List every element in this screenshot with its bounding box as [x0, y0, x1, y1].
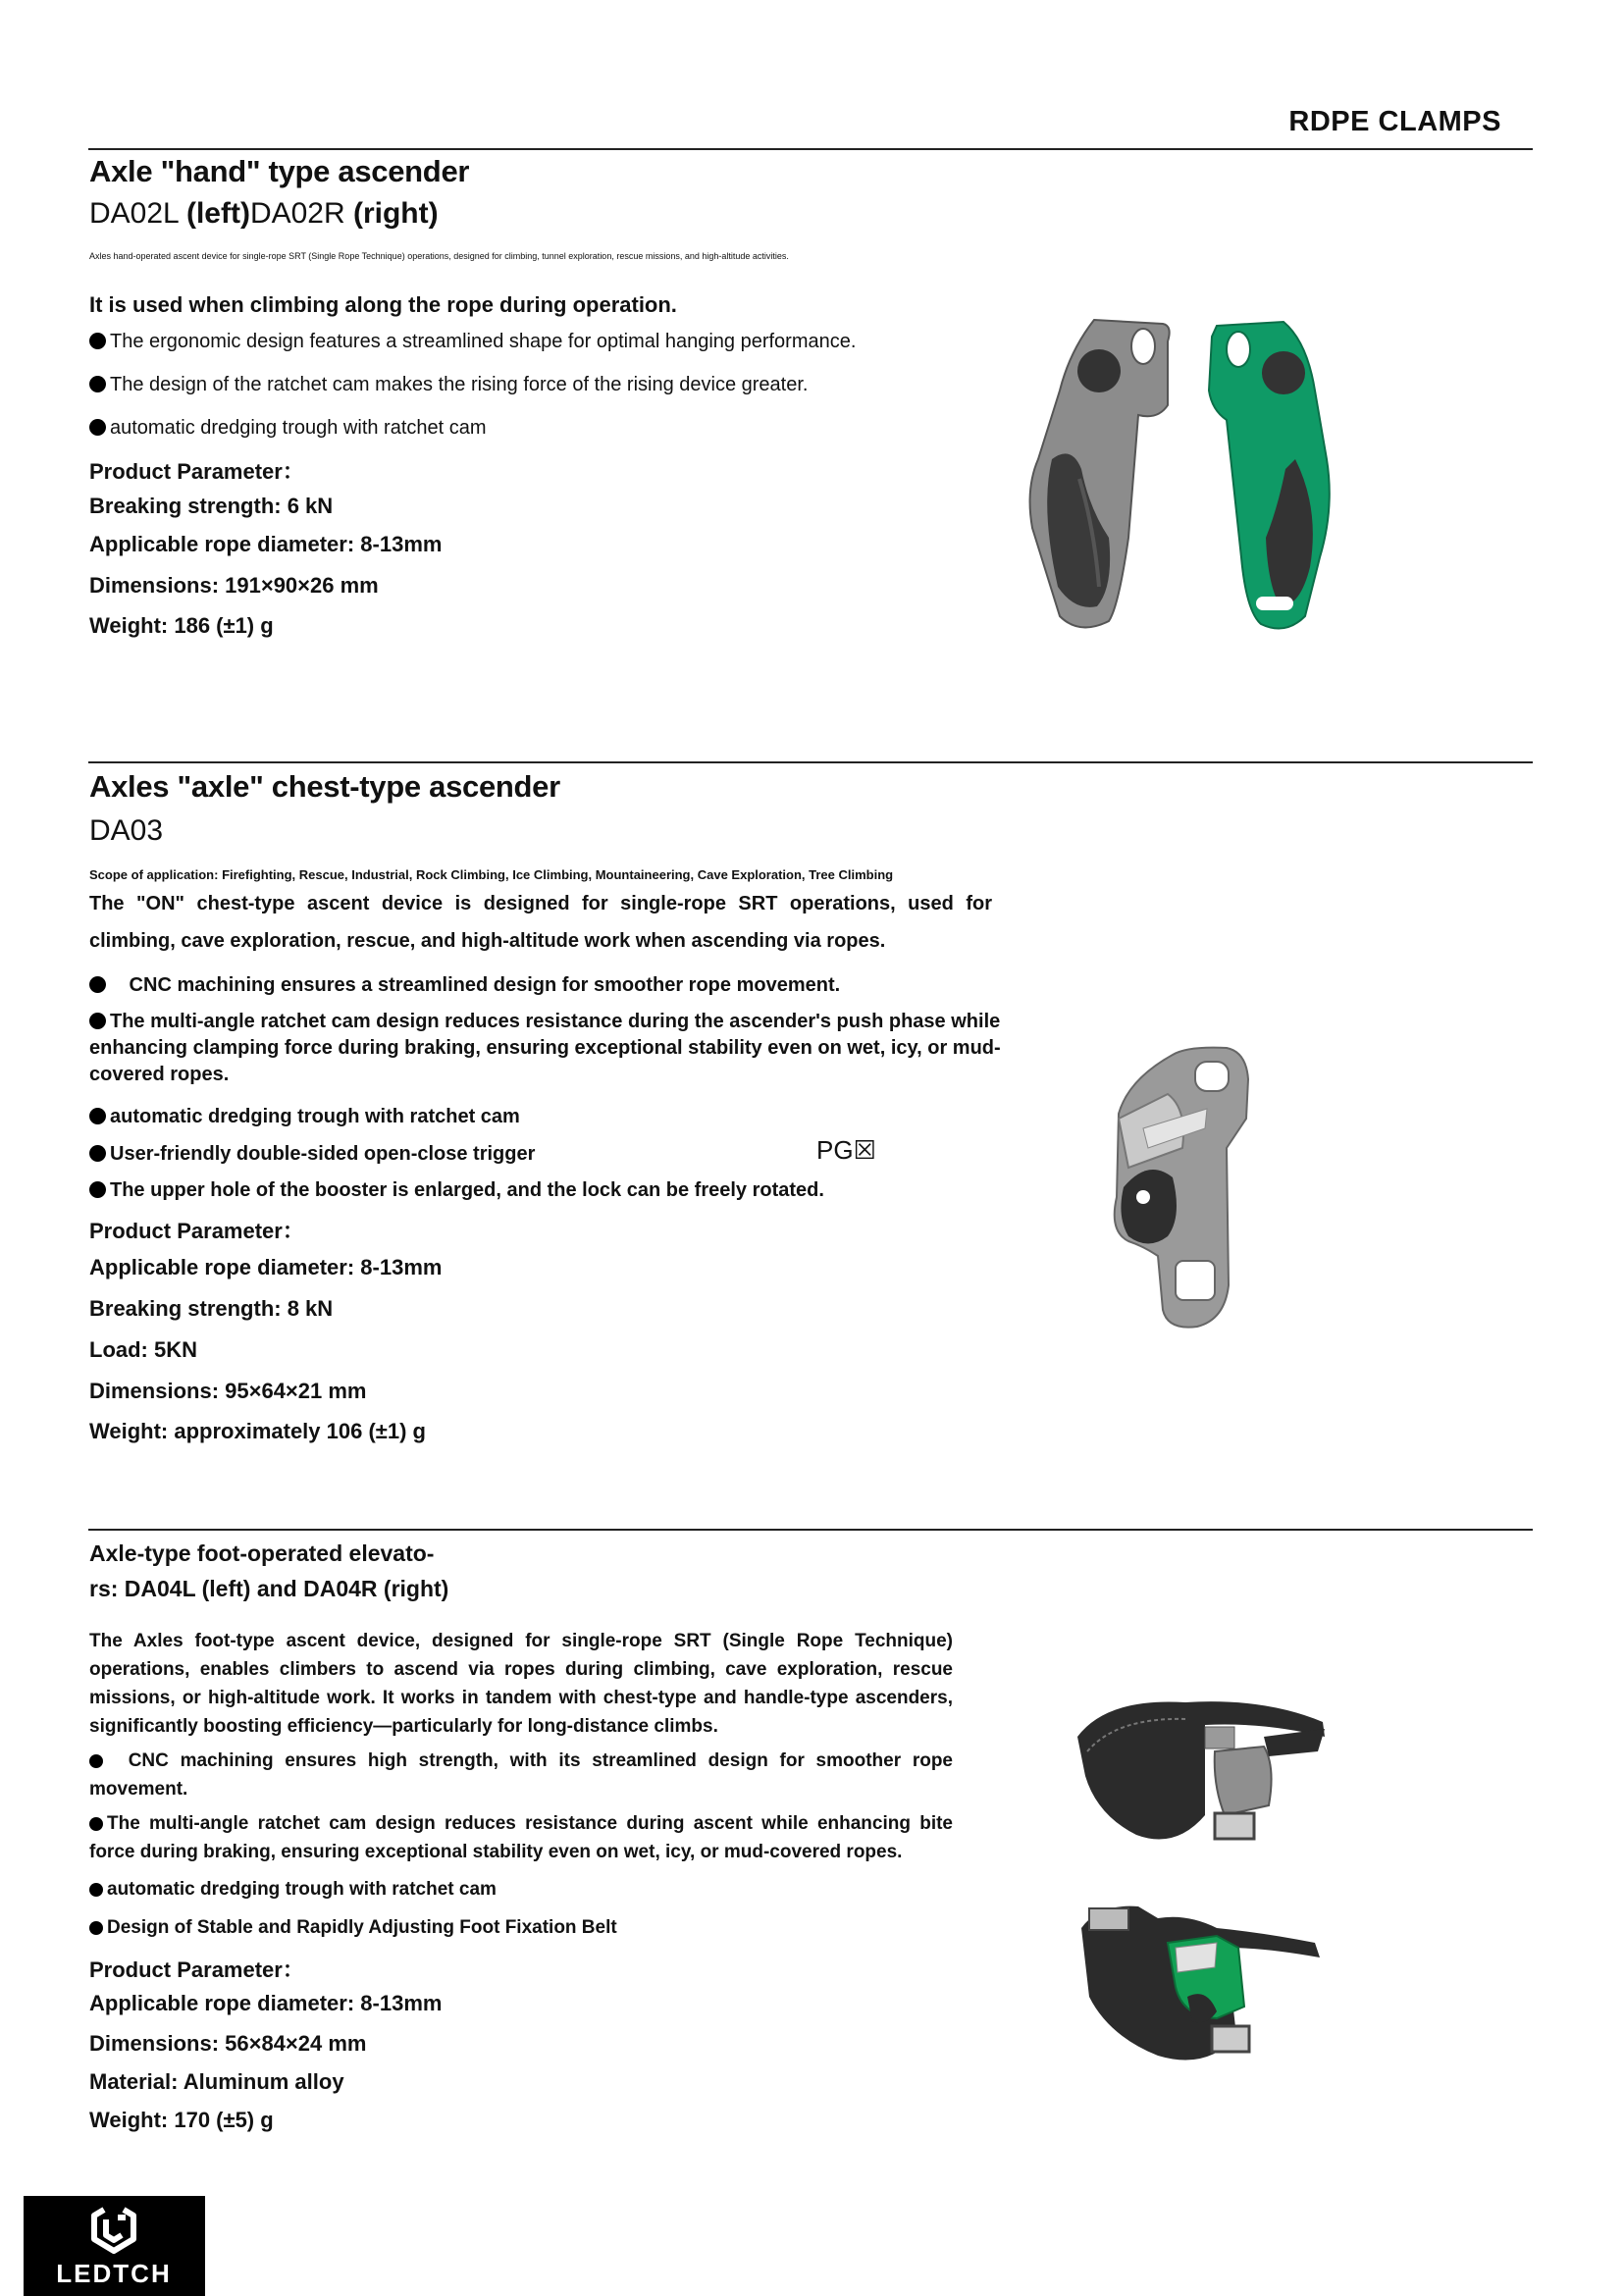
bullet-text: automatic dredging trough with ratchet cam [110, 417, 487, 439]
ledtch-logo-icon [24, 2196, 205, 2296]
bullet-text: User-friendly double-sided open-close trigger [110, 1143, 536, 1165]
header-rule [88, 148, 1533, 150]
product1-fine-print: Axles hand-operated ascent device for single-rope SRT (Single Rope Technique) operations, designed for climbing, tunnel exploration, rescue missions, and high-altitude activities. [89, 251, 789, 261]
chest-ascender-icon [1115, 1048, 1248, 1328]
chest-ascender-image [1089, 1040, 1315, 1334]
product1-param: Weight: 186 (±1) g [89, 613, 274, 638]
product1-lead: It is used when climbing along the rope during operation. [89, 292, 677, 317]
svg-text:LEDTCH: LEDTCH [56, 2259, 172, 2288]
bullet-text: The upper hole of the booster is enlarged, and the lock can be freely rotated. [110, 1179, 824, 1201]
product2-param: Load: 5KN [89, 1337, 197, 1362]
model-right-code: DA02R [249, 197, 353, 230]
section-rule [88, 761, 1533, 763]
bullet-text: CNC machining ensures a streamlined design for smoother rope movement. [124, 974, 841, 996]
left-ascender-icon [1030, 320, 1170, 627]
product3-bullet [89, 1809, 953, 1866]
bullet-icon [89, 1921, 103, 1935]
right-ascender-icon [1209, 322, 1330, 629]
product2-param-heading: Product Parameter： [89, 1219, 304, 1243]
section-rule [88, 1529, 1533, 1531]
model-left-code: DA02L [89, 197, 186, 230]
product3-title-line2: rs: DA04L (left) and DA04R (right) [89, 1576, 449, 1601]
product3-bullet [89, 1747, 953, 1803]
bullet-icon [89, 1145, 106, 1162]
foot-ascender-grey-image [1068, 1678, 1333, 1854]
product2-param: Breaking strength: 8 kN [89, 1296, 334, 1321]
product1-bullet [89, 414, 487, 442]
bullet-icon [89, 419, 106, 436]
product3-bullet [89, 1913, 617, 1942]
bullet-icon [89, 1013, 106, 1029]
bullet-text: CNC machining ensures high strength, with its streamlined design for smoother rope movement. [89, 1750, 953, 1800]
bullet-text: The multi-angle ratchet cam design reduces resistance during ascent while enhancing bite force during braking, ensuring exceptional stability even on wet, icy, or mud-covered ropes. [89, 1813, 953, 1862]
product3-intro: The Axles foot-type ascent device, designed for single-rope SRT (Single Rope Technique) operations, enables climbers to ascend via ropes during climbing, cave exploration, rescue missions, or high-altitude work. It works in tandem with chest-type and handle-type ascenders, significantly boosting efficiency—particularly for long-distance climbs. [89, 1631, 953, 1737]
product2-param: Applicable rope diameter: 8-13mm [89, 1255, 443, 1279]
bullet-icon [89, 1754, 103, 1768]
bullet-text: automatic dredging trough with ratchet cam [110, 1106, 520, 1127]
product3-param: Material: Aluminum alloy [89, 2069, 344, 2094]
model-left-label: (left) [185, 197, 250, 230]
bullet-icon [89, 1108, 106, 1124]
foot-ascender-green-icon [1081, 1906, 1320, 2061]
product3-title-line1: Axle-type foot-operated elevato- [89, 1540, 435, 1566]
section-title: RDPE CLAMPS [1288, 106, 1501, 137]
product3-param-heading: Product Parameter： [89, 1957, 304, 1982]
product2-title: Axles "axle" chest-type ascender [89, 769, 560, 804]
product2-bullet [89, 1009, 1002, 1088]
bullet-icon [89, 1817, 103, 1831]
product1-bullet [89, 328, 856, 355]
bullet-text: Design of Stable and Rapidly Adjusting Foot Fixation Belt [107, 1917, 617, 1938]
product3-bullet [89, 1875, 497, 1904]
product1-model [89, 197, 439, 231]
product1-param: Applicable rope diameter: 8-13mm [89, 532, 443, 556]
product3-param: Applicable rope diameter: 8-13mm [89, 1991, 443, 2015]
bullet-icon [89, 1181, 106, 1198]
hand-ascender-image [1021, 312, 1335, 646]
product2-bullet [89, 1140, 535, 1168]
product2-intro: The "ON" chest-type ascent device is designed for single-rope SRT operations, used for [89, 893, 992, 914]
bullet-icon [89, 1883, 103, 1897]
foot-ascender-grey-icon [1077, 1701, 1325, 1839]
bullet-text: The design of the ratchet cam makes the rising force of the rising device greater. [110, 374, 809, 395]
product1-param: Dimensions: 191×90×26 mm [89, 573, 379, 598]
product2-bullet [89, 1103, 520, 1130]
product2-intro: climbing, cave exploration, rescue, and high-altitude work when ascending via ropes. [89, 930, 886, 952]
bullet-icon [89, 333, 106, 349]
brand-logo [24, 2196, 205, 2296]
product3-param: Dimensions: 56×84×24 mm [89, 2031, 367, 2056]
stray-text: PG☒ [816, 1135, 876, 1165]
bullet-text: The ergonomic design features a streamlined shape for optimal hanging performance. [110, 331, 857, 352]
product1-bullet [89, 371, 808, 398]
product2-scope: Scope of application: Firefighting, Rescue, Industrial, Rock Climbing, Ice Climbing, Mountaineering, Cave Exploration, Tree Climbing [89, 867, 894, 882]
product2-bullet [89, 1176, 824, 1204]
bullet-icon [89, 976, 106, 993]
product2-param: Weight: approximately 106 (±1) g [89, 1419, 426, 1443]
product2-model: DA03 [89, 814, 164, 847]
product1-title: Axle "hand" type ascender [89, 154, 470, 188]
product2-param: Dimensions: 95×64×21 mm [89, 1379, 367, 1403]
product1-param: Breaking strength: 6 kN [89, 494, 334, 518]
bullet-icon [89, 376, 106, 392]
product2-bullet [89, 971, 840, 999]
product1-param-heading: Product Parameter： [89, 459, 304, 484]
bullet-text: automatic dredging trough with ratchet cam [107, 1879, 497, 1900]
product3-param: Weight: 170 (±5) g [89, 2108, 274, 2132]
foot-ascender-green-image [1070, 1889, 1325, 2075]
model-right-label: (right) [352, 197, 439, 230]
bullet-text: The multi-angle ratchet cam design reduces resistance during the ascender's push phase while enhancing clamping force during braking, ensuring exceptional stability even on wet, icy, or mud-covered ropes. [89, 1011, 1001, 1085]
